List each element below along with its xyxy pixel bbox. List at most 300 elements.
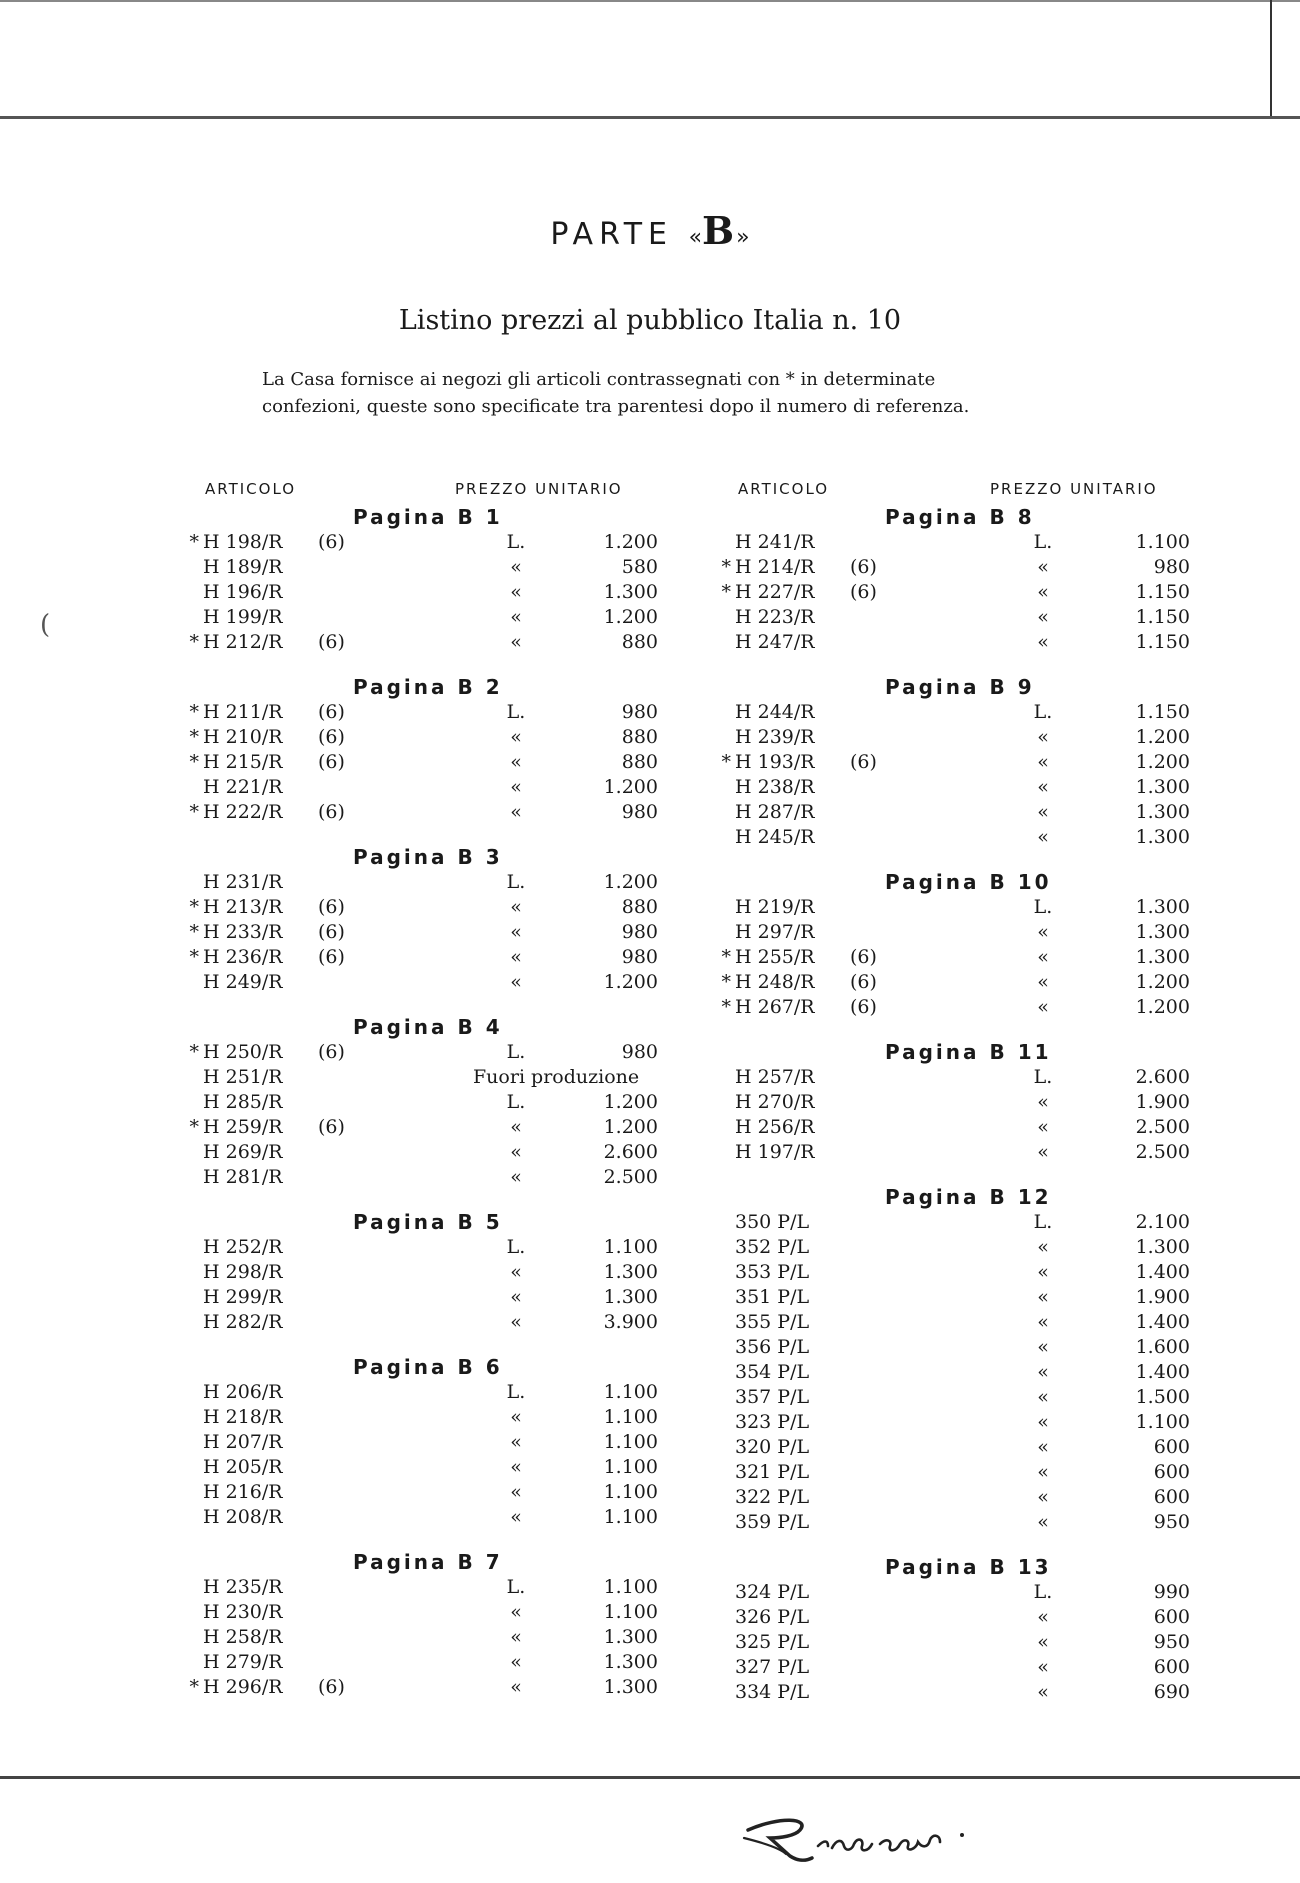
article-code: H 198/R [203,531,283,553]
pack-size: (6) [318,631,345,653]
currency-mark: « [1037,1091,1049,1113]
pack-size: (6) [318,946,345,968]
page-title [0,208,1300,253]
price-row [715,1605,1215,1630]
price-row [183,725,683,750]
price-row [183,1575,683,1600]
currency-mark: L. [1033,1211,1053,1233]
article-code: H 193/R [735,751,815,773]
price-row [715,555,1215,580]
section-gap [183,1530,683,1550]
article-code: H 247/R [735,631,815,653]
price-section [715,675,1215,850]
currency-mark: « [510,751,522,773]
currency-mark: L. [506,1041,526,1063]
article-code: H 210/R [203,726,283,748]
unit-price: 980 [1153,556,1190,578]
intro-text [262,366,1122,420]
currency-mark: « [1037,1631,1049,1653]
unit-price: 1.300 [1135,1236,1190,1258]
price-row [715,775,1215,800]
unit-price: 1.500 [1135,1386,1190,1408]
article-code: H 197/R [735,1141,815,1163]
article-code: 354 P/L [735,1361,810,1383]
status-note: Fuori produzione [473,1066,640,1088]
price-row [183,1650,683,1675]
pack-size: (6) [850,556,877,578]
unit-price: 600 [1153,1436,1190,1458]
article-code: H 279/R [203,1651,283,1673]
price-row [715,530,1215,555]
price-row [183,1140,683,1165]
price-row [715,1435,1215,1460]
unit-price: 1.200 [603,531,658,553]
article-code: H 252/R [203,1236,283,1258]
price-row [715,1410,1215,1435]
currency-mark: « [510,971,522,993]
pack-size: (6) [850,971,877,993]
unit-price: 1.300 [1135,921,1190,943]
price-row [715,580,1215,605]
pack-size: (6) [318,751,345,773]
currency-mark: « [1037,1141,1049,1163]
star-marker: * [189,801,199,823]
price-row [715,1210,1215,1235]
price-row [183,1285,683,1310]
price-row [715,800,1215,825]
pack-size: (6) [850,996,877,1018]
section-gap [183,825,683,845]
right-article-header: ARTICOLO [738,480,830,498]
price-row [183,1090,683,1115]
section-gap [715,1165,1215,1185]
price-section [183,675,683,825]
unit-price: 1.100 [603,1481,658,1503]
currency-mark: L. [506,1236,526,1258]
price-section [715,505,1215,655]
article-code: H 245/R [735,826,815,848]
article-code: H 238/R [735,776,815,798]
price-row [183,1600,683,1625]
price-row [183,1380,683,1405]
article-code: H 259/R [203,1116,283,1138]
bottom-rule [0,1776,1300,1779]
section-gap [715,655,1215,675]
article-code: 326 P/L [735,1606,810,1628]
article-code: H 214/R [735,556,815,578]
price-row [715,1090,1215,1115]
section-gap [715,1535,1215,1555]
intro-line-1: La Casa fornisce ai negozi gli articoli contrassegnati con * in determinate [262,369,936,390]
currency-mark: « [510,631,522,653]
price-row [183,555,683,580]
article-code: 353 P/L [735,1261,810,1283]
unit-price: 1.400 [1135,1261,1190,1283]
article-code: H 213/R [203,896,283,918]
star-marker: * [189,946,199,968]
article-code: H 244/R [735,701,815,723]
price-row [183,1505,683,1530]
price-section [715,1040,1215,1165]
unit-price: 3.900 [603,1311,658,1333]
price-row [183,945,683,970]
unit-price: 1.150 [1135,701,1190,723]
pack-size: (6) [318,1116,345,1138]
price-row [183,1260,683,1285]
title-letter: B [702,208,737,253]
pack-size: (6) [318,531,345,553]
price-row [183,1430,683,1455]
article-code: H 218/R [203,1406,283,1428]
currency-mark: « [1037,1311,1049,1333]
price-row [183,1480,683,1505]
price-row [183,1625,683,1650]
price-row [183,895,683,920]
unit-price: 1.200 [603,1091,658,1113]
article-code: H 256/R [735,1116,815,1138]
currency-mark: « [510,921,522,943]
unit-price: 1.100 [603,1406,658,1428]
scan-mark-left: ( [40,610,51,640]
currency-mark: « [1037,1286,1049,1308]
article-code: H 281/R [203,1166,283,1188]
price-row [715,1235,1215,1260]
price-row [183,750,683,775]
currency-mark: « [510,896,522,918]
unit-price: 2.600 [603,1141,658,1163]
unit-price: 1.100 [603,1576,658,1598]
currency-mark: « [510,1676,522,1698]
unit-price: 1.150 [1135,631,1190,653]
left-price-header: PREZZO UNITARIO [455,480,623,498]
currency-mark: « [510,556,522,578]
currency-mark: « [1037,946,1049,968]
article-code: 334 P/L [735,1681,810,1703]
price-row [715,1485,1215,1510]
article-code: H 199/R [203,606,283,628]
section-heading: Pagina B 4 [353,1015,503,1039]
pack-size: (6) [850,751,877,773]
article-code: H 221/R [203,776,283,798]
currency-mark: « [1037,996,1049,1018]
unit-price: 1.300 [603,1626,658,1648]
section-gap [715,850,1215,870]
article-code: H 297/R [735,921,815,943]
currency-mark: « [510,1601,522,1623]
unit-price: 980 [621,921,658,943]
currency-mark: « [510,1311,522,1333]
unit-price: 2.500 [603,1166,658,1188]
star-marker: * [189,701,199,723]
price-section [183,1210,683,1335]
price-row [715,1335,1215,1360]
currency-mark: « [1037,1236,1049,1258]
price-section [183,845,683,995]
left-article-header: ARTICOLO [205,480,297,498]
price-row [715,1140,1215,1165]
subtitle: Listino prezzi al pubblico Italia n. 10 [398,305,902,336]
article-code: H 255/R [735,946,815,968]
article-code: H 208/R [203,1506,283,1528]
rivarossi-logo [740,1808,970,1868]
star-marker: * [189,1041,199,1063]
unit-price: 600 [1153,1486,1190,1508]
section-gap [715,1020,1215,1040]
price-row [715,700,1215,725]
currency-mark: « [1037,581,1049,603]
unit-price: 1.150 [1135,581,1190,603]
unit-price: 2.500 [1135,1141,1190,1163]
unit-price: 1.150 [1135,606,1190,628]
price-row [715,825,1215,850]
article-code: 325 P/L [735,1631,810,1653]
right-price-column [715,505,1215,1705]
currency-mark: « [510,1286,522,1308]
unit-price: 1.200 [1135,751,1190,773]
currency-mark: « [510,1456,522,1478]
price-row [715,970,1215,995]
article-code: H 211/R [203,701,283,723]
unit-price: 1.900 [1135,1091,1190,1113]
section-heading: Pagina B 12 [885,1185,1052,1209]
section-heading: Pagina B 13 [885,1555,1052,1579]
unit-price: 1.200 [1135,726,1190,748]
currency-mark: « [1037,971,1049,993]
currency-mark: « [1037,631,1049,653]
unit-price: 1.200 [603,871,658,893]
star-marker: * [189,751,199,773]
currency-mark: « [1037,1606,1049,1628]
right-price-header: PREZZO UNITARIO [990,480,1158,498]
section-heading: Pagina B 5 [353,1210,503,1234]
currency-mark: « [1037,1336,1049,1358]
unit-price: 2.600 [1135,1066,1190,1088]
unit-price: 980 [621,701,658,723]
currency-mark: L. [1033,896,1053,918]
article-code: H 206/R [203,1381,283,1403]
unit-price: 2.500 [1135,1116,1190,1138]
unit-price: 1.200 [1135,971,1190,993]
price-row [183,700,683,725]
price-row [715,1285,1215,1310]
section-gap [183,995,683,1015]
pack-size: (6) [850,946,877,968]
intro-line-2: confezioni, queste sono specificate tra parentesi dopo il numero di referenza. [262,396,970,417]
article-code: H 257/R [735,1066,815,1088]
star-marker: * [189,726,199,748]
article-code: 356 P/L [735,1336,810,1358]
pack-size: (6) [318,801,345,823]
unit-price: 1.300 [603,581,658,603]
price-row [183,920,683,945]
currency-mark: « [1037,1486,1049,1508]
currency-mark: « [510,776,522,798]
section-heading: Pagina B 2 [353,675,503,699]
currency-mark: « [510,946,522,968]
article-code: 352 P/L [735,1236,810,1258]
price-row [715,1630,1215,1655]
star-marker: * [189,921,199,943]
article-code: H 222/R [203,801,283,823]
article-code: H 296/R [203,1676,283,1698]
article-code: 355 P/L [735,1311,810,1333]
price-row [715,1385,1215,1410]
price-row [183,775,683,800]
currency-mark: L. [506,701,526,723]
unit-price: 990 [1153,1581,1190,1603]
price-row [183,530,683,555]
section-heading: Pagina B 1 [353,505,503,529]
section-gap [183,1190,683,1210]
section-heading: Pagina B 9 [885,675,1035,699]
currency-mark: L. [1033,701,1053,723]
unit-price: 1.300 [1135,896,1190,918]
article-code: H 248/R [735,971,815,993]
currency-mark: « [1037,1261,1049,1283]
article-code: H 251/R [203,1066,283,1088]
currency-mark: « [1037,726,1049,748]
unit-price: 1.100 [1135,531,1190,553]
price-row [183,800,683,825]
article-code: H 285/R [203,1091,283,1113]
currency-mark: « [510,1406,522,1428]
unit-price: 1.100 [603,1431,658,1453]
price-section [715,1185,1215,1535]
article-code: H 250/R [203,1041,283,1063]
article-code: 327 P/L [735,1656,810,1678]
currency-mark: L. [1033,1066,1053,1088]
unit-price: 1.400 [1135,1311,1190,1333]
currency-mark: « [510,1166,522,1188]
article-code: 350 P/L [735,1211,810,1233]
currency-mark: « [1037,1461,1049,1483]
unit-price: 600 [1153,1461,1190,1483]
price-section [183,1015,683,1190]
article-code: H 189/R [203,556,283,578]
unit-price: 980 [621,946,658,968]
unit-price: 580 [621,556,658,578]
price-row [715,1680,1215,1705]
unit-price: 1.900 [1135,1286,1190,1308]
price-row [715,1510,1215,1535]
section-gap [183,655,683,675]
article-code: 351 P/L [735,1286,810,1308]
star-marker: * [189,531,199,553]
price-row [715,1310,1215,1335]
currency-mark: « [1037,921,1049,943]
price-row [183,630,683,655]
unit-price: 1.300 [1135,776,1190,798]
unit-price: 950 [1153,1631,1190,1653]
star-marker: * [721,996,731,1018]
price-section [715,870,1215,1020]
price-row [183,970,683,995]
article-code: H 239/R [735,726,815,748]
price-row [715,725,1215,750]
pack-size: (6) [318,701,345,723]
currency-mark: « [510,1141,522,1163]
section-heading: Pagina B 3 [353,845,503,869]
top-edge-rule [0,0,1300,2]
star-marker: * [721,556,731,578]
unit-price: 1.400 [1135,1361,1190,1383]
article-code: H 269/R [203,1141,283,1163]
star-marker: * [189,1676,199,1698]
price-row [183,1065,683,1090]
article-code: H 227/R [735,581,815,603]
article-code: H 299/R [203,1286,283,1308]
currency-mark: « [1037,1361,1049,1383]
star-marker: * [721,581,731,603]
article-code: H 258/R [203,1626,283,1648]
unit-price: 1.200 [603,776,658,798]
unit-price: 1.100 [603,1456,658,1478]
section-heading: Pagina B 6 [353,1355,503,1379]
unit-price: 980 [621,1041,658,1063]
star-marker: * [721,751,731,773]
title-open-quote: « [688,225,703,250]
title-close-quote: » [736,225,750,250]
unit-price: 1.300 [603,1651,658,1673]
unit-price: 1.300 [603,1261,658,1283]
currency-mark: « [510,581,522,603]
currency-mark: « [1037,1436,1049,1458]
section-heading: Pagina B 11 [885,1040,1052,1064]
price-row [715,1115,1215,1140]
article-code: 357 P/L [735,1386,810,1408]
article-code: H 219/R [735,896,815,918]
section-heading: Pagina B 7 [353,1550,503,1574]
unit-price: 1.300 [1135,826,1190,848]
pack-size: (6) [318,726,345,748]
pack-size: (6) [850,581,877,603]
article-code: H 231/R [203,871,283,893]
unit-price: 1.200 [603,606,658,628]
section-heading: Pagina B 10 [885,870,1052,894]
unit-price: 1.200 [603,971,658,993]
price-section [715,1555,1215,1705]
unit-price: 980 [621,801,658,823]
currency-mark: « [510,1261,522,1283]
article-code: H 267/R [735,996,815,1018]
unit-price: 880 [621,896,658,918]
unit-price: 1.300 [603,1676,658,1698]
article-code: H 236/R [203,946,283,968]
article-code: 322 P/L [735,1486,810,1508]
star-marker: * [189,1116,199,1138]
price-row [183,1165,683,1190]
unit-price: 1.100 [603,1506,658,1528]
section-heading: Pagina B 8 [885,505,1035,529]
price-row [715,1580,1215,1605]
price-row [715,895,1215,920]
currency-mark: L. [506,1576,526,1598]
price-section [183,505,683,655]
article-code: H 270/R [735,1091,815,1113]
price-row [715,945,1215,970]
left-price-column [183,505,683,1700]
price-row [183,1675,683,1700]
article-code: H 223/R [735,606,815,628]
price-row [715,1065,1215,1090]
currency-mark: « [1037,776,1049,798]
unit-price: 1.100 [603,1381,658,1403]
article-code: 321 P/L [735,1461,810,1483]
article-code: H 298/R [203,1261,283,1283]
currency-mark: « [510,801,522,823]
currency-mark: « [1037,606,1049,628]
article-code: H 287/R [735,801,815,823]
